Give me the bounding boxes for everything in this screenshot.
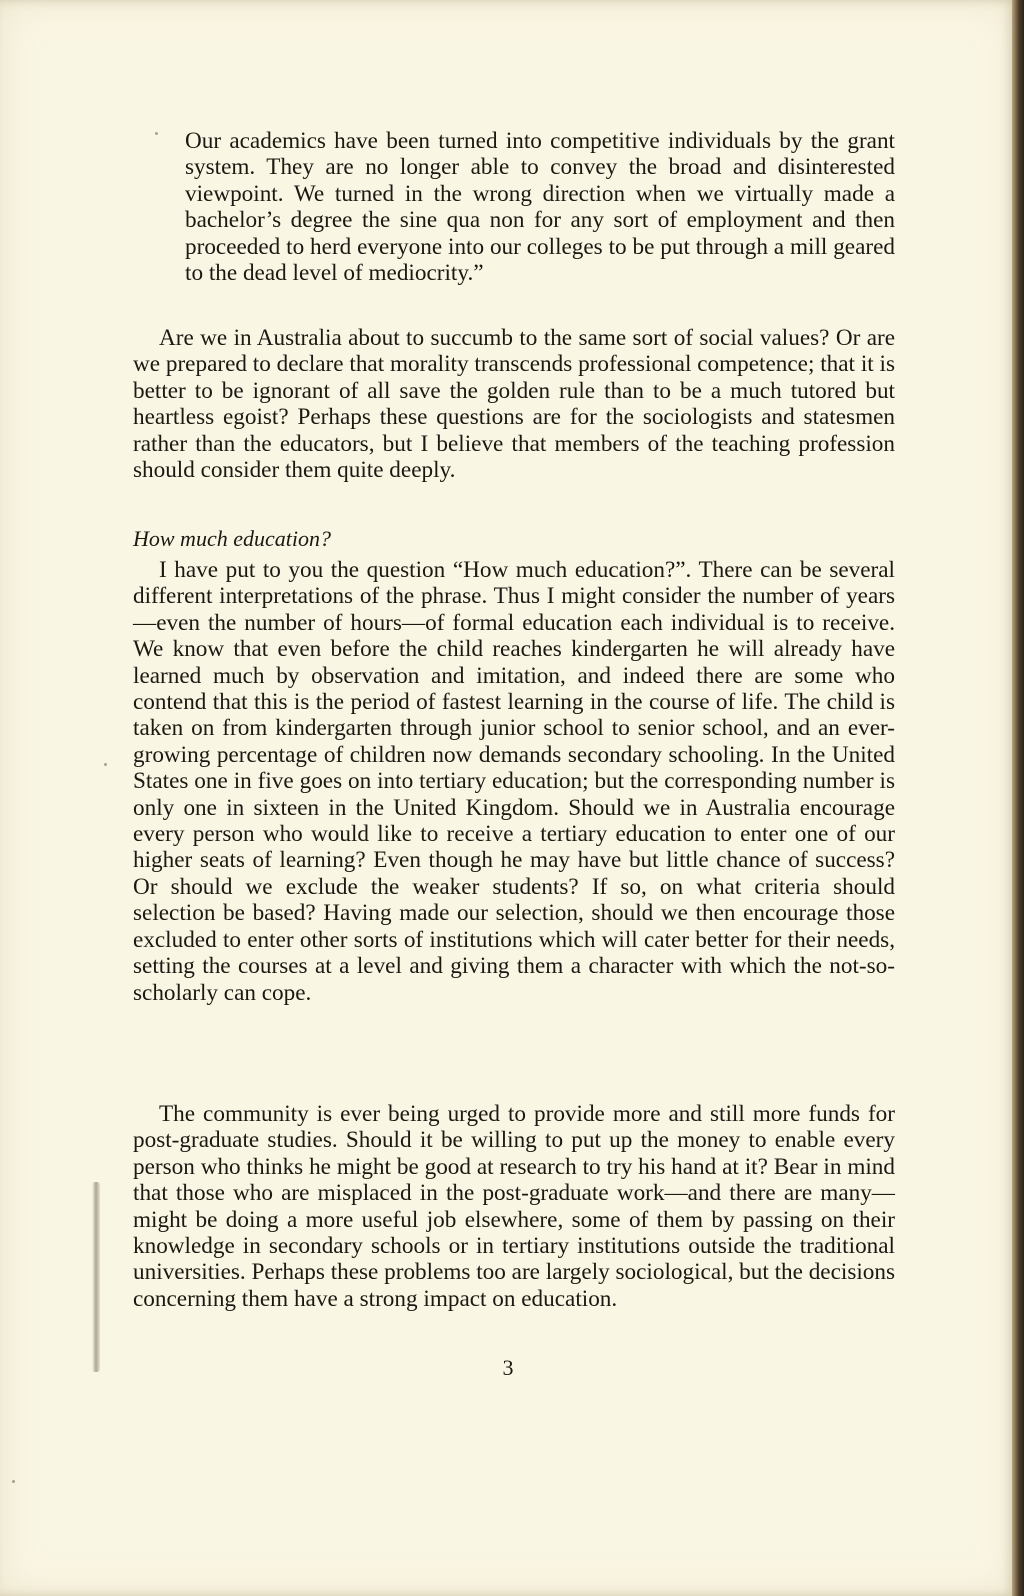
paragraph-how-much-education-text: I have put to you the question “How much education?”. There can be several different interpretations of the phrase. Thus I might consider the number of years—even the number of hours—of formal education each individual is to receive. We know that even before the child reaches kindergarten he will already have learned much by observation and imitation, and indeed there are some who contend that this is the period of fastest learning in the course of life. The child is taken on from kindergarten through junior school to senior school, and an ever-growing percentage of children now demands secondary schooling. In the United States one in five goes on into tertiary education; but the corresponding number is only one in sixteen in the United Kingdom. Should we in Australia encourage every person who would like to receive a tertiary education to enter one of our higher seats of learning? Even though he may have but little chance of success? Or should we exclude the weaker students? If so, on what criteria should selection be based? Having made our selection, should we then encourage those excluded to enter other sorts of institutions which will cater better for their needs, setting the courses at a level and giving them a character with which the not-so-scholarly can cope. — [133, 557, 895, 1006]
pencil-margin-mark — [92, 1182, 100, 1372]
paper-speck — [155, 132, 158, 135]
paragraph-social-values — [133, 325, 895, 483]
paper-speck — [104, 763, 107, 766]
paragraph-post-graduate-text: The community is ever being urged to provide more and still more funds for post-graduate studies. Should it be willing to put up the money to enable every person who thinks he might be good at research to try his hand at it? Bear in mind that those who are misplaced in the post-graduate work—and there are many—might be doing a more useful job elsewhere, some of them by passing on their knowledge in secondary schools or in tertiary institutions outside the traditional universities. Perhaps these problems too are largely sociological, but the decisions concerning them have a strong impact on education. — [133, 1101, 896, 1312]
paragraph-post-graduate — [133, 1101, 895, 1312]
paragraph-how-much-education — [133, 557, 895, 1006]
section-heading: How much education? — [133, 526, 331, 551]
paper-speck — [12, 1480, 15, 1483]
quote-paragraph-text: Our academics have been turned into competitive individuals by the grant system. They are no longer able to convey the broad and disinterested viewpoint. We turned in the wrong direction when we virtually made a bachelor’s degree the sine qua non for any sort of employment and then proceeded to herd everyone into our colleges to be put through a mill geared to the dead level of mediocrity.” — [185, 128, 895, 287]
quote-paragraph — [185, 128, 895, 286]
paragraph-social-values-text: Are we in Australia about to succumb to the same sort of social values? Or are we prepared to declare that morality transcends professional competence; that it is better to be ignorant of all save the golden rule than to be a much tutored but heartless egoist? Perhaps these questions are for the sociologists and statesmen rather than the educators, but I believe that members of the teaching profession should consider them quite deeply. — [133, 325, 895, 484]
page-number: 3 — [502, 1355, 514, 1380]
page-edge-shadow — [1012, 0, 1024, 1596]
